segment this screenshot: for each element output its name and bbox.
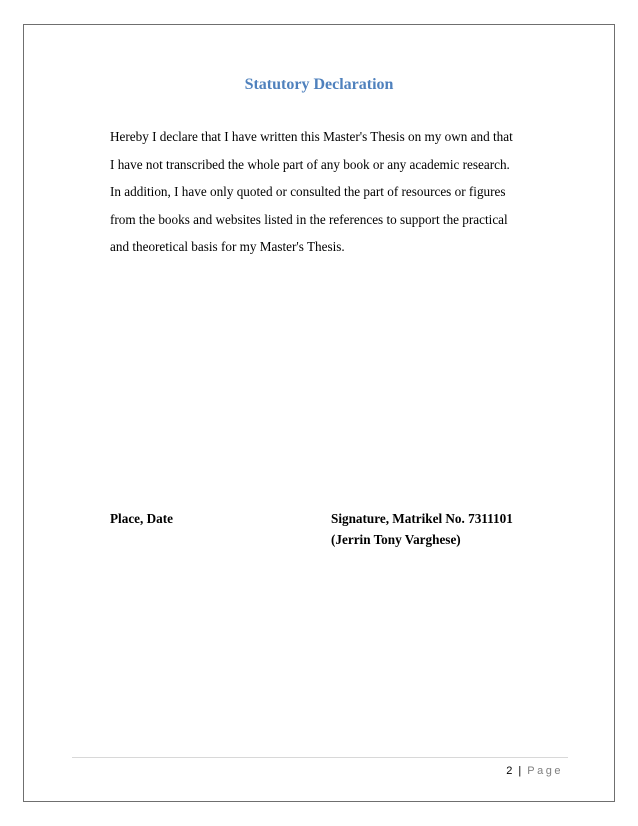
paragraph-line: I have not transcribed the whole part of any book or any academic research. bbox=[110, 156, 510, 172]
paragraph-line: and theoretical basis for my Master's Thesis. bbox=[110, 239, 345, 254]
page-footer bbox=[506, 764, 563, 778]
place-date-label: Place, Date bbox=[110, 511, 173, 526]
page-label: Page bbox=[527, 765, 563, 777]
declaration-paragraph bbox=[110, 128, 570, 266]
page-title: Statutory Declaration bbox=[244, 76, 394, 93]
paragraph-line: Hereby I declare that I have written this Master's Thesis on my own and that bbox=[110, 129, 513, 144]
footer-divider bbox=[72, 757, 568, 758]
signature-label: Signature, Matrikel No. 7311101 bbox=[331, 511, 513, 526]
page-number: 2 bbox=[506, 765, 513, 777]
paragraph-line: from the books and websites listed in the references to support the practical bbox=[110, 211, 508, 227]
signatory-name: (Jerrin Tony Varghese) bbox=[331, 532, 461, 547]
paragraph-line: In addition, I have only quoted or consulted the part of resources or figures bbox=[110, 184, 506, 199]
footer-separator: | bbox=[518, 765, 522, 777]
